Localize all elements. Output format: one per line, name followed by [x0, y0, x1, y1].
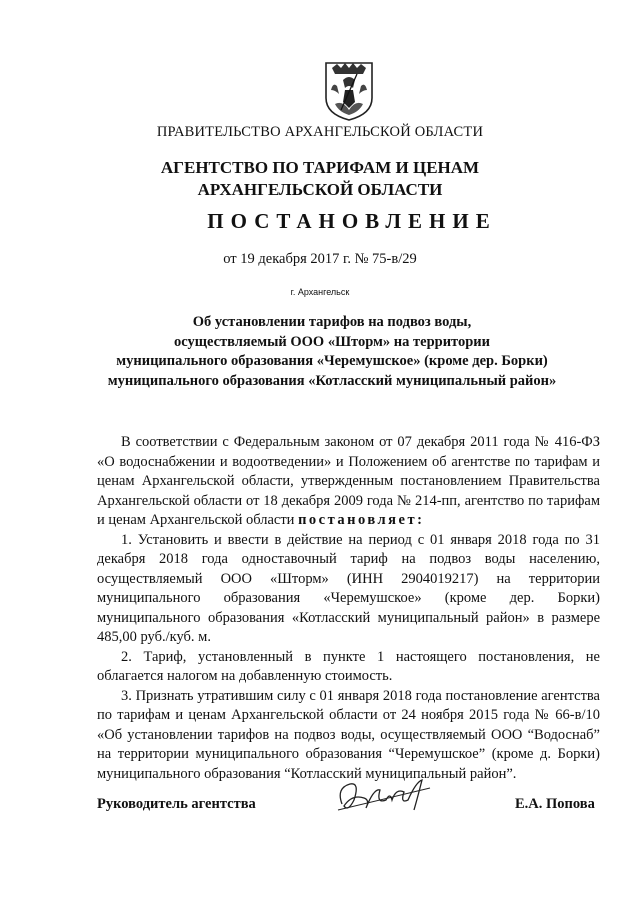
document-type-title: ПОСТАНОВЛЕНИЕ	[207, 209, 497, 233]
city-name: г. Архангельск	[290, 287, 350, 297]
preamble-paragraph	[97, 433, 600, 531]
item-3-paragraph: 3. Признать утратившим силу с 01 января 2018 года постановление агентства по тарифам и ценам Архангельской области от 24 ноября 2015 года № 66-в/10 «Об установлении тарифов на подвоз воды, осуществляемый ООО “Водоснаб” на территории муниципального образования “Черемушское” (кроме д. Борки) муниципального образования “Котласский муниципальный район”.	[97, 687, 600, 782]
handwritten-signature	[330, 770, 450, 820]
item-1-paragraph: 1. Установить и ввести в действие на период с 01 января 2018 года по 31 декабря 2018 года одноставочный тариф на подвоз воды населению, осуществляемый ООО «Шторм» (ИНН 2904019217) на территории муниципального образования «Черемушское» (кроме дер. Борки) муниципального образования «Котласский муниципальный район» в размере 485,00 руб./куб. м.	[97, 531, 600, 645]
document-body	[97, 433, 600, 784]
preamble-text: В соответствии с Федеральным законом от 07 декабря 2011 года № 416-ФЗ «О водоснабжении и водоотведении» и Положением об агентстве по тарифам и ценам Архангельской области, утвержденным постановлением Правительства Архангельской области от 18 декабря 2009 года № 214-пп, агентство по тарифам и ценам Архангельской области	[97, 434, 600, 528]
agency-name	[0, 157, 640, 201]
document-subject	[12, 313, 640, 391]
decree-word: постановляет:	[298, 512, 425, 528]
subject-line: муниципального образования «Котласский муниципальный район»	[107, 372, 557, 389]
subject-line: Об установлении тарифов на подвоз воды,	[192, 314, 472, 330]
subject-line: муниципального образования «Черемушское» (кроме дер. Борки)	[116, 353, 548, 369]
item-2-paragraph: 2. Тариф, установленный в пункте 1 настоящего постановления, не облагается налогом на добавленную стоимость.	[97, 648, 600, 684]
signatory-name: Е.А. Попова	[515, 796, 595, 812]
agency-name-line1: АГЕНТСТВО ПО ТАРИФАМ И ЦЕНАМ	[160, 158, 480, 177]
coat-of-arms-emblem	[323, 60, 375, 122]
agency-name-line2: АРХАНГЕЛЬСКОЙ ОБЛАСТИ	[197, 180, 443, 199]
signatory-position: Руководитель агентства	[97, 796, 256, 812]
government-name: ПРАВИТЕЛЬСТВО АРХАНГЕЛЬСКОЙ ОБЛАСТИ	[156, 124, 484, 140]
date-and-number: от 19 декабря 2017 г. № 75-в/29	[223, 251, 417, 267]
subject-line: осуществляемый ООО «Шторм» на территории	[173, 333, 491, 350]
